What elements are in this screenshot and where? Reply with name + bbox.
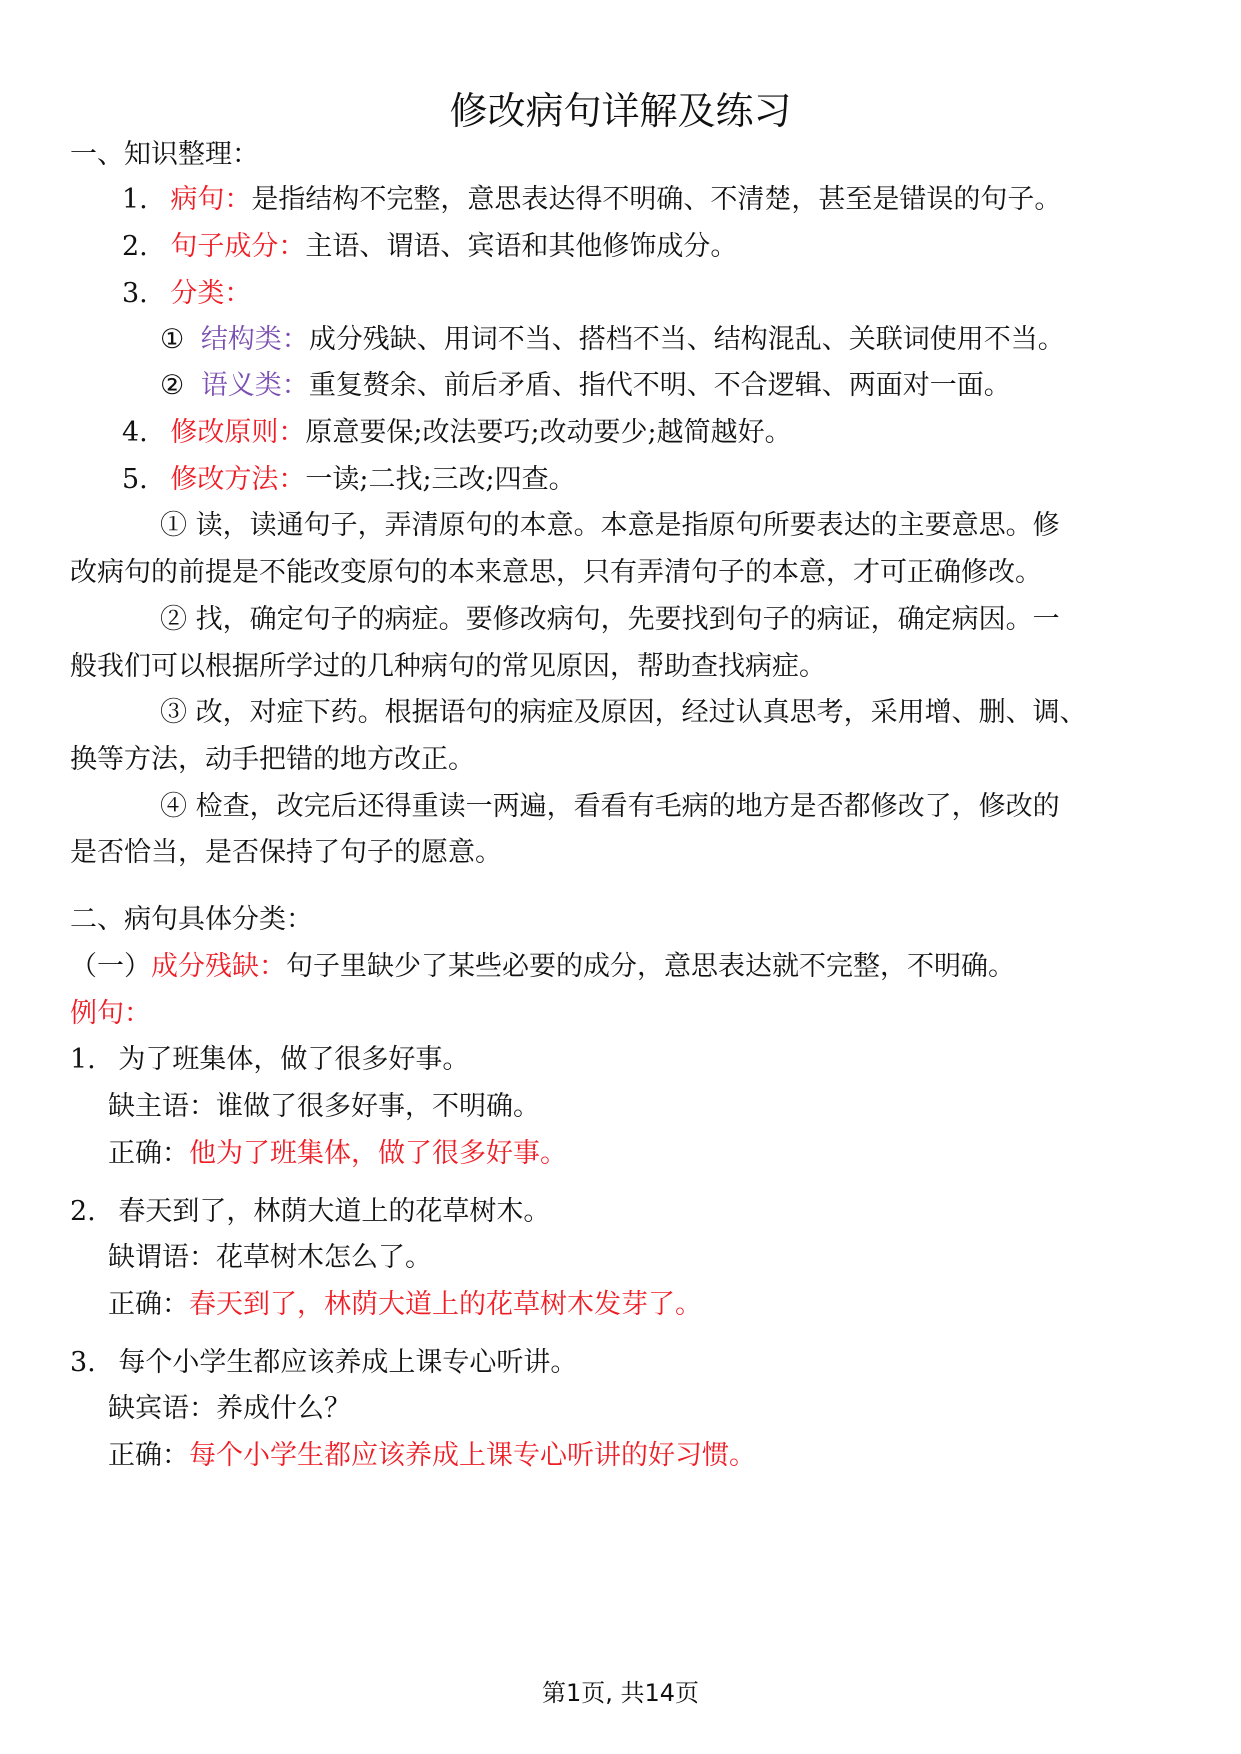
category-term: 语义类：: [200, 370, 309, 401]
section-1-heading: 一、知识整理：: [70, 139, 259, 170]
item-term: 病句：: [170, 184, 252, 215]
subsection-text: 句子里缺少了某些必要的成分，意思表达就不完整，不明确。: [286, 951, 1015, 982]
item-number: 4.: [122, 417, 148, 448]
page-footer: 第1页, 共14页: [541, 1679, 700, 1707]
method-read-line-1: ① 读，读通句子，弄清原句的本意。本意是指原句所要表达的主要意思。修: [160, 510, 1060, 541]
subsection-prefix: （一）: [70, 951, 151, 982]
method-find-line-1: ② 找，确定句子的病症。要修改病句，先要找到句子的病证，确定病因。一: [160, 604, 1060, 635]
correct-label: 正确：: [108, 1138, 189, 1169]
category-text: 重复赘余、前后矛盾、指代不明、不合逻辑、两面对一面。: [308, 370, 1011, 401]
correct-sentence: 春天到了，林荫大道上的花草树木发芽了。: [189, 1289, 702, 1320]
example-2-sentence: [70, 1192, 550, 1232]
item-number: 5.: [122, 464, 148, 495]
item-term: 分类：: [170, 278, 252, 309]
method-fix-line-1: ③ 改，对症下药。根据语句的病症及原因，经过认真思考，采用增、删、调、: [160, 697, 1087, 728]
method-check-line-1: ④ 检查，改完后还得重读一两遍，看看有毛病的地方是否都修改了，修改的: [160, 791, 1060, 822]
knowledge-item-2: [122, 227, 737, 267]
knowledge-item-5: [122, 460, 576, 500]
section-2-heading: 二、病句具体分类：: [70, 904, 313, 935]
example-2-lack: 缺谓语：花草树木怎么了。: [108, 1242, 432, 1273]
item-number: 1.: [122, 184, 148, 215]
example-sentence: 每个小学生都应该养成上课专心听讲。: [118, 1347, 578, 1378]
method-find-line-2: 般我们可以根据所学过的几种病句的常见原因，帮助查找病症。: [70, 651, 826, 682]
correct-sentence: 他为了班集体，做了很多好事。: [189, 1138, 567, 1169]
method-fix-line-2: 换等方法，动手把错的地方改正。: [70, 744, 475, 775]
example-1-lack: 缺主语：谁做了很多好事，不明确。: [108, 1091, 540, 1122]
item-term: 修改原则：: [170, 417, 306, 448]
category-structure: [160, 320, 1065, 360]
knowledge-item-1: [122, 180, 1061, 220]
category-term: 结构类：: [200, 324, 309, 355]
example-3-lack: 缺宾语：养成什么？: [108, 1393, 351, 1424]
knowledge-item-3: [122, 274, 251, 314]
item-text: 原意要保;改法要巧;改动要少;越简越好。: [305, 417, 792, 448]
item-text: 主语、谓语、宾语和其他修饰成分。: [305, 231, 738, 262]
subsection-term: 成分残缺：: [151, 951, 286, 982]
category-semantic: [160, 366, 1011, 406]
correct-label: 正确：: [108, 1289, 189, 1320]
example-1-sentence: [70, 1040, 469, 1080]
example-label: 例句：: [70, 998, 151, 1029]
method-check-line-2: 是否恰当，是否保持了句子的愿意。: [70, 837, 502, 868]
example-number: 3.: [70, 1347, 96, 1378]
example-3-correct: [108, 1436, 756, 1476]
subsection-missing-parts: [70, 947, 1015, 987]
category-text: 成分残缺、用词不当、搭档不当、结构混乱、关联词使用不当。: [308, 324, 1065, 355]
example-number: 1.: [70, 1044, 96, 1075]
example-sentence: 为了班集体，做了很多好事。: [118, 1044, 470, 1075]
correct-label: 正确：: [108, 1440, 189, 1471]
method-read-line-2: 改病句的前提是不能改变原句的本来意思，只有弄清句子的本意，才可正确修改。: [70, 557, 1042, 588]
page-title: 修改病句详解及练习: [449, 89, 792, 133]
knowledge-item-4: [122, 413, 792, 453]
item-number: 2.: [122, 231, 148, 262]
example-number: 2.: [70, 1196, 96, 1227]
example-2-correct: [108, 1285, 702, 1325]
example-3-sentence: [70, 1343, 577, 1383]
correct-sentence: 每个小学生都应该养成上课专心听讲的好习惯。: [189, 1440, 756, 1471]
item-number: 3.: [122, 278, 148, 309]
example-sentence: 春天到了，林荫大道上的花草树木。: [118, 1196, 551, 1227]
item-text: 是指结构不完整，意思表达得不明确、不清楚，甚至是错误的句子。: [251, 184, 1062, 215]
item-term: 句子成分：: [170, 231, 306, 262]
category-mark: ①: [160, 324, 185, 355]
example-1-correct: [108, 1134, 567, 1174]
category-mark: ②: [160, 370, 185, 401]
item-text: 一读;二找;三改;四查。: [305, 464, 576, 495]
item-term: 修改方法：: [170, 464, 306, 495]
